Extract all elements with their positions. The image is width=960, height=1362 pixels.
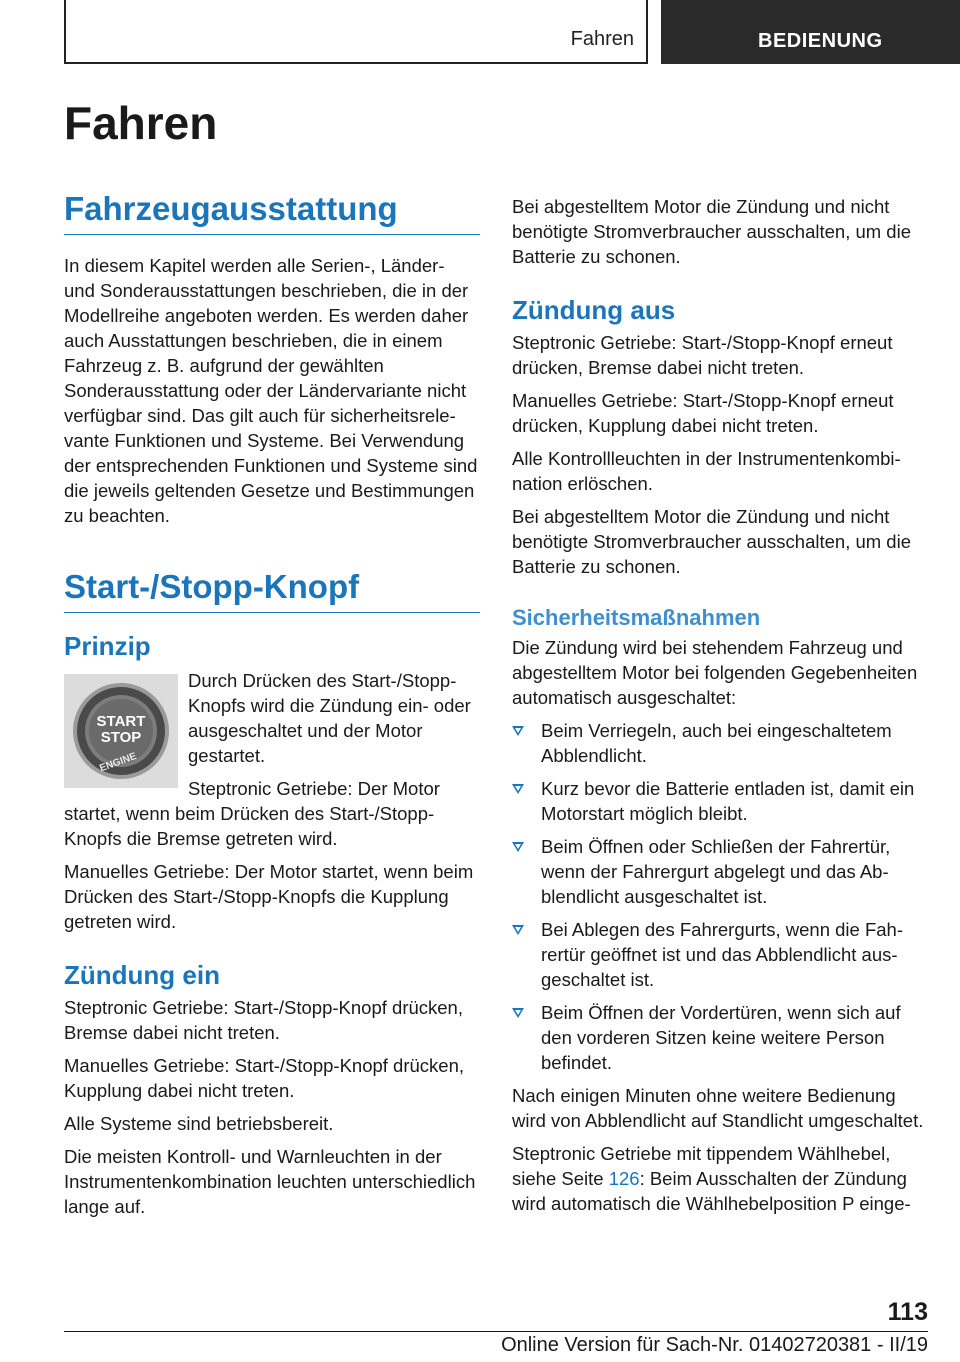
bullet-list [512,718,928,1075]
list-item: Bei Ablegen des Fahrergurts, wenn die Fahrertür geöffnet ist und das Abblendlicht ausgeschaltet ist. [512,917,928,992]
list-item: Beim Öffnen oder Schließen der Fahrertür, wenn der Fahrergurt abgelegt und das Abblendlicht ausgeschaltet ist. [512,834,928,909]
subsection-title-sicherheitsmassnahmen: Sicherheitsmaßnahmen [512,605,761,630]
paragraph: Durch Drücken des Start-/Stopp-Knopfs wird die Zündung ein- oder ausgeschaltet und der Motor gestartet. [188,670,471,766]
subsection-title-zuendung-aus: Zündung aus [512,295,676,325]
paragraph-with-link: Steptronic Getriebe mit tippendem Wählhebel, siehe Seite 126: Beim Ausschalten der Zündung wird automatisch die Wählhebelposition P einge- [512,1143,911,1214]
list-item: Beim Öffnen der Vordertüren, wenn sich auf den vorderen Sitzen keine weitere Person befindet. [512,1000,928,1075]
paragraph: Nach einigen Minuten ohne weitere Bedienung wird von Abblendlicht auf Standlicht umgeschaltet. [512,1085,924,1131]
header-section-box [64,0,648,64]
start-stop-button-image [64,674,178,788]
paragraph: Alle Systeme sind betriebsbereit. [64,1113,334,1134]
triangle-bullet-icon [512,784,524,794]
page-reference-link[interactable]: 126 [608,1168,640,1189]
paragraph: Steptronic Getriebe: Start-/Stopp-Knopf erneut drücken, Bremse dabei nicht treten. [512,332,893,378]
paragraph: In diesem Kapitel werden alle Serien-, Länder- und Sonderausstattungen beschrieben, die in der Modellreihe angeboten werden. Es werden daher auch Ausstattungen beschrieben, die in einem Fahrzeug z. B. aufgrund der gewählten Sonderausstattung oder der Ländervariante nicht verfügbar sind. Das gilt auch für sicherheitsrelevante Funktionen und Systeme. Bei Verwendung der entsprechenden Funktionen und Systeme sind die jeweils geltenden Gesetze und Bestimmungen zu beachten. [64,255,478,526]
paragraph: Bei abgestelltem Motor die Zündung und nicht benötigte Stromverbraucher ausschalten, um die Batterie zu schonen. [512,196,911,267]
list-item: Beim Verriegeln, auch bei eingeschaltetem Abblendlicht. [512,718,928,768]
triangle-bullet-icon [512,726,524,736]
button-text-stop: STOP [100,729,142,746]
paragraph: Die meisten Kontroll- und Warnleuchten in der Instrumentenkombination leuchten unterschiedlich lange auf. [64,1146,476,1217]
paragraph: Manuelles Getriebe: Der Motor startet, wenn beim Drücken des Start-/Stopp-Knopfs die Kupplung getreten wird. [64,861,474,932]
paragraph: Manuelles Getriebe: Start-/Stopp-Knopf drücken, Kupplung dabei nicht treten. [64,1055,465,1101]
button-text-start: START [96,713,146,730]
section-title-start-stopp: Start-/Stopp-Knopf [64,568,480,613]
left-column [64,190,480,1227]
page-title: Fahren [64,97,218,149]
paragraph: Alle Kontrollleuchten in der Instrumentenkombination erlöschen. [512,448,901,494]
button-text-engine: ENGINE [98,750,139,775]
section-title-fahrzeugausstattung: Fahrzeugausstattung [64,190,480,235]
paragraph: Steptronic Getriebe: Der Motor startet, wenn beim Drücken des Start-/Stopp-Knopfs die Bremse getreten wird. [64,778,440,849]
prinzip-block [64,668,480,859]
subsection-title-zuendung-ein: Zündung ein [64,960,220,990]
page-number: 113 [887,1298,928,1326]
paragraph: Steptronic Getriebe: Start-/Stopp-Knopf drücken, Bremse dabei nicht treten. [64,997,463,1043]
header-chapter-label: BEDIENUNG [758,30,883,52]
paragraph: Bei abgestelltem Motor die Zündung und nicht benötigte Stromverbraucher ausschalten, um die Batterie zu schonen. [512,506,911,577]
triangle-bullet-icon [512,1008,524,1018]
subsection-title-prinzip: Prinzip [64,631,151,661]
footer-divider [64,1331,928,1332]
header-chapter-tab [661,0,960,64]
list-item: Kurz bevor die Batterie entladen ist, damit ein Motorstart möglich bleibt. [512,776,928,826]
paragraph: Die Zündung wird bei stehendem Fahrzeug und abgestelltem Motor bei folgenden Gegebenheiten automatisch ausgeschaltet: [512,637,918,708]
footer-version-text: Online Version für Sach-Nr. 01402720381 - II/19 [501,1334,928,1356]
header-section-label: Fahren [570,28,634,50]
triangle-bullet-icon [512,842,524,852]
triangle-bullet-icon [512,925,524,935]
right-column [512,194,928,1224]
paragraph: Manuelles Getriebe: Start-/Stopp-Knopf erneut drücken, Kupplung dabei nicht treten. [512,390,894,436]
